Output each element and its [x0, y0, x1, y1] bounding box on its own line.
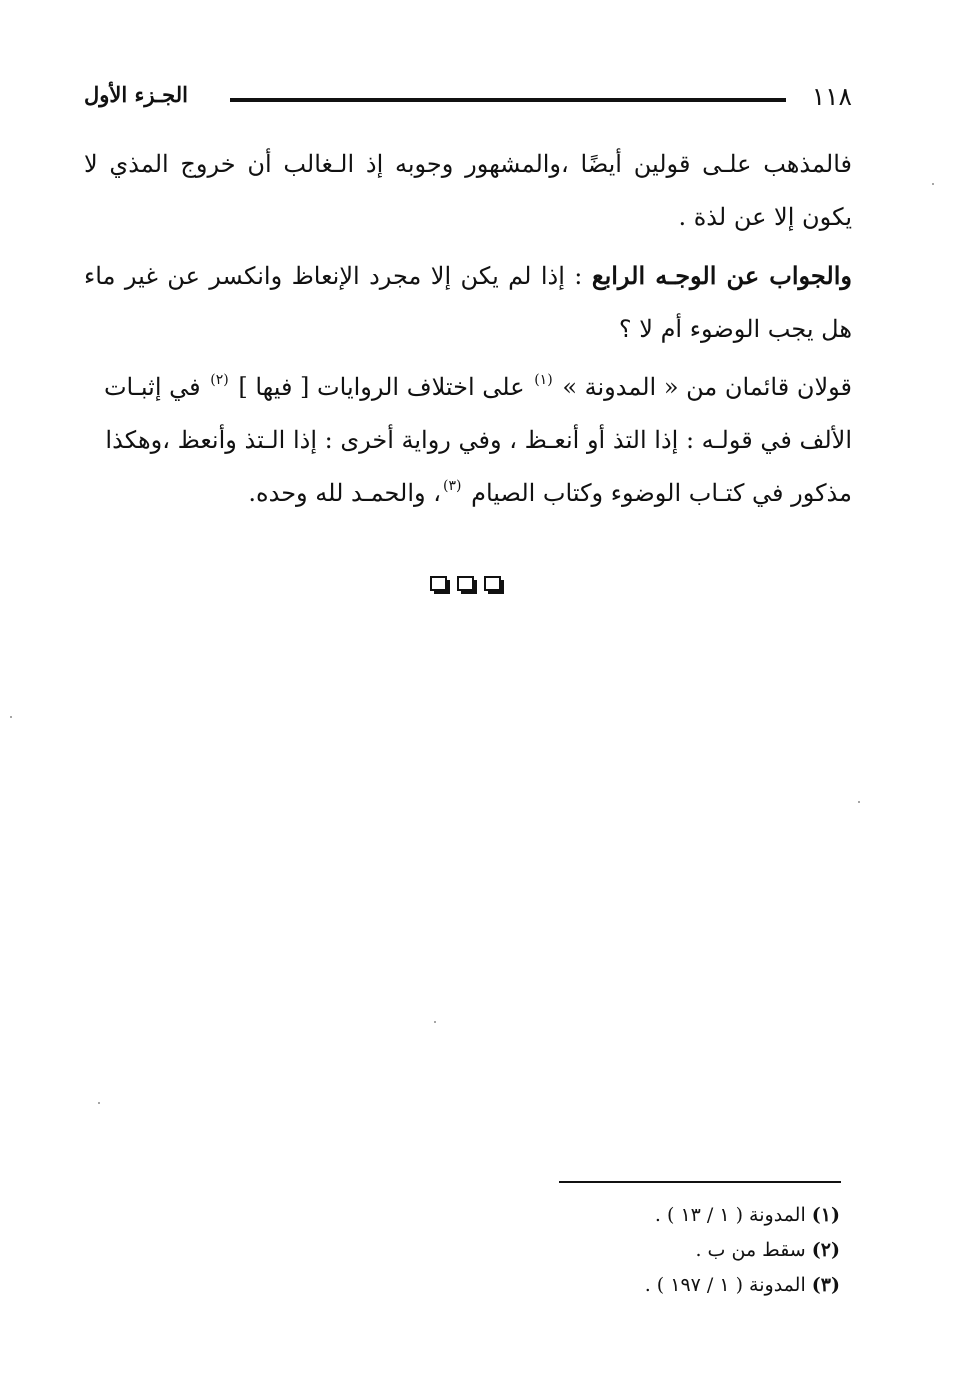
ornament-square-icon — [484, 576, 502, 592]
paragraph-2-text: : إذا لم يكن إلا مجرد الإنعاظ وانكسر عن غير ماء هل يجب الوضوء أم لا ؟ — [84, 262, 852, 343]
footnote-text: المدونة ( ١ / ١٩٧ ) . — [644, 1274, 806, 1296]
section-end-ornament — [430, 576, 502, 596]
running-header — [78, 78, 852, 118]
footnote-number: (٣) — [811, 1274, 840, 1296]
footnote-ref-2: (٢) — [210, 372, 229, 388]
scan-speck — [932, 183, 934, 185]
scan-speck — [434, 1021, 436, 1023]
footnote-ref-3: (٣) — [442, 478, 462, 494]
paragraph-3-text-3: في إثبـات الألف في قولـه : إذا التذ أو أنعـظ ، وفي رواية أخرى : إذا الـتذ وأنعظ ،وهكذا مذكور في كتـاب الوضوء وكتاب الصيام — [103, 373, 852, 507]
ornament-square-icon — [457, 576, 475, 592]
scan-speck — [98, 1102, 100, 1104]
volume-title: الجـزء الأول — [84, 82, 188, 107]
scan-speck — [10, 716, 12, 718]
footnote-number: (١) — [811, 1204, 840, 1226]
paragraph-3 — [84, 361, 852, 520]
paragraph-3-text-4: ، والحمـد لله وحده. — [248, 479, 441, 507]
scan-speck — [858, 801, 860, 803]
footnote-ref-1: (١) — [534, 372, 553, 388]
footnote-2 — [470, 1233, 840, 1268]
header-rule — [230, 98, 786, 102]
footnotes — [470, 1198, 840, 1303]
footnote-text: المدونة ( ١ / ١٣ ) . — [654, 1204, 806, 1226]
paragraph-2-lead: والجواب عن الوجـه الرابع — [591, 261, 852, 290]
paragraph-3-text-2: على اختلاف الروايات [ فيها ] — [238, 373, 533, 401]
paragraph-2 — [84, 249, 852, 356]
page-number: ١١٨ — [811, 82, 852, 111]
footnote-3 — [470, 1268, 840, 1303]
footnote-1 — [470, 1198, 840, 1233]
ornament-square-icon — [430, 576, 448, 592]
footnote-number: (٢) — [811, 1239, 840, 1261]
footnote-separator — [559, 1181, 841, 1183]
paragraph-1: فالمذهب علـى قولين أيضًا ،والمشهور وجوبه إذ الـغالب أن خروج المذي لا يكون إلا عن لذة . — [84, 150, 852, 231]
paragraph-3-text-1: قولان قائمان من « المدونة » — [562, 373, 852, 401]
footnote-text: سقط من ب . — [695, 1239, 806, 1261]
main-text — [84, 138, 852, 525]
